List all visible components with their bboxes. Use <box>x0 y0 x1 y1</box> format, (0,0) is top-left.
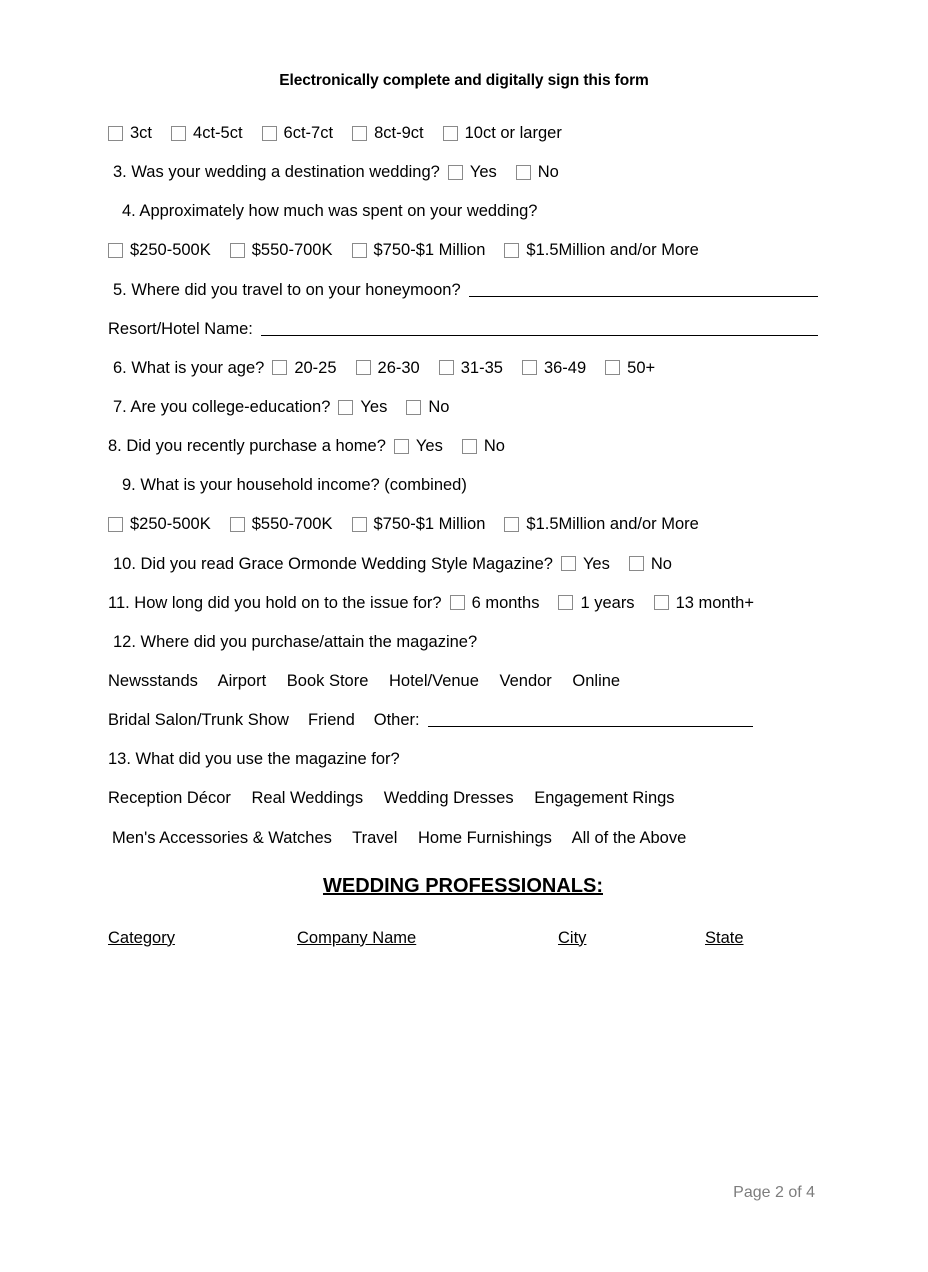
checkbox-q6-20-25[interactable] <box>272 360 287 375</box>
checkbox-q6-36-49[interactable] <box>522 360 537 375</box>
option-label-q4-1-5million-or-more: $1.5Million and/or More <box>526 241 699 260</box>
checkbox-q11-13-month-plus[interactable] <box>654 595 669 610</box>
column-header-category: Category <box>108 928 175 947</box>
checkbox-q8-no[interactable] <box>462 439 477 454</box>
option-book-store[interactable]: Book Store <box>286 671 369 690</box>
section-heading-wedding-professionals: WEDDING PROFESSIONALS: <box>322 874 603 897</box>
question-12-row <box>108 633 818 651</box>
option-label-4ct-5ct: 4ct-5ct <box>193 124 243 142</box>
option-engagement-rings[interactable]: Engagement Rings <box>534 789 675 808</box>
checkbox-q9-550-700k[interactable] <box>230 517 245 532</box>
option-hotel-venue[interactable]: Hotel/Venue <box>389 671 479 690</box>
question-4-row <box>108 202 818 220</box>
checkbox-q7-no[interactable] <box>406 400 421 415</box>
page-title: Electronically complete and digitally sign this form <box>279 72 649 89</box>
option-label-3ct: 3ct <box>130 124 153 142</box>
resort-hotel-input[interactable] <box>261 322 818 336</box>
checkbox-q4-250-500k[interactable] <box>108 243 123 258</box>
question-13-options-line1 <box>108 789 818 807</box>
checkbox-q3-yes[interactable] <box>448 165 463 180</box>
question-5-text: 5. Where did you travel to on your honeymoon? <box>113 280 461 299</box>
question-9-row <box>108 476 818 494</box>
option-label-q7-yes: Yes <box>360 397 388 416</box>
option-online[interactable]: Online <box>572 671 621 690</box>
checkbox-q4-1-5million-or-more[interactable] <box>504 243 519 258</box>
question-9-text: 9. What is your household income? (combined) <box>122 476 467 495</box>
other-label: Other: <box>373 711 420 730</box>
option-label-q4-250-500k: $250-500K <box>130 241 211 260</box>
option-home-furnishings[interactable]: Home Furnishings <box>418 828 552 847</box>
option-vendor[interactable]: Vendor <box>499 671 552 690</box>
option-label-q10-no: No <box>650 554 672 573</box>
option-label-q8-no: No <box>483 437 505 456</box>
question-8-row <box>108 437 818 455</box>
option-label-q9-550-700k: $550-700K <box>251 515 333 534</box>
question-11-text: 11. How long did you hold on to the issue for? <box>108 593 442 612</box>
question-3-row <box>108 163 818 181</box>
option-reception-decor[interactable]: Reception Décor <box>108 789 231 808</box>
question-8-text: 8. Did you recently purchase a home? <box>108 437 386 456</box>
resort-hotel-row <box>108 320 818 338</box>
option-friend[interactable]: Friend <box>307 711 355 730</box>
option-all-of-the-above[interactable]: All of the Above <box>571 828 687 847</box>
option-label-q11-1-years: 1 years <box>580 593 635 612</box>
document-page <box>0 72 928 1272</box>
resort-hotel-label: Resort/Hotel Name: <box>108 319 253 338</box>
question-10-row <box>108 555 818 573</box>
option-label-q9-250-500k: $250-500K <box>130 515 211 534</box>
question-12-options-line2 <box>108 711 818 729</box>
question-4-options-row <box>108 241 818 259</box>
option-label-q6-20-25: 20-25 <box>294 358 337 377</box>
question-13-text: 13. What did you use the magazine for? <box>108 750 400 769</box>
option-newsstands[interactable]: Newsstands <box>108 671 198 690</box>
option-label-q8-yes: Yes <box>415 437 443 456</box>
checkbox-q3-no[interactable] <box>516 165 531 180</box>
checkbox-q11-6-months[interactable] <box>450 595 465 610</box>
question-3-text: 3. Was your wedding a destination wedding? <box>113 163 440 182</box>
option-airport[interactable]: Airport <box>217 671 267 690</box>
checkbox-q9-1-5million-or-more[interactable] <box>504 517 519 532</box>
question-13-options-line2 <box>108 829 818 847</box>
checkbox-q4-550-700k[interactable] <box>230 243 245 258</box>
professionals-table-header <box>108 929 818 955</box>
option-label-8ct-9ct: 8ct-9ct <box>374 124 424 142</box>
option-label-q6-31-35: 31-35 <box>460 358 503 377</box>
honeymoon-destination-input[interactable] <box>469 283 818 297</box>
checkbox-4ct-5ct[interactable] <box>171 126 186 141</box>
checkbox-q4-750-1million[interactable] <box>352 243 367 258</box>
option-mens-accessories-watches[interactable]: Men's Accessories & Watches <box>112 828 332 847</box>
option-label-q11-13-month-plus: 13 month+ <box>675 593 754 612</box>
question-9-options-row <box>108 515 818 533</box>
checkbox-q6-31-35[interactable] <box>439 360 454 375</box>
column-header-city: City <box>558 928 587 947</box>
checkbox-8ct-9ct[interactable] <box>352 126 367 141</box>
option-wedding-dresses[interactable]: Wedding Dresses <box>383 789 514 808</box>
option-label-10ct-or-larger: 10ct or larger <box>464 124 562 142</box>
option-label-q3-yes: Yes <box>469 163 497 182</box>
option-label-q3-no: No <box>537 163 559 182</box>
option-label-q11-6-months: 6 months <box>471 593 540 612</box>
question-6-row <box>108 359 818 377</box>
option-label-q7-no: No <box>428 397 450 416</box>
option-bridal-salon-trunk-show[interactable]: Bridal Salon/Trunk Show <box>108 711 289 730</box>
option-label-q4-550-700k: $550-700K <box>251 241 333 260</box>
carat-options-row <box>108 124 818 142</box>
option-label-q10-yes: Yes <box>582 554 610 573</box>
checkbox-q7-yes[interactable] <box>338 400 353 415</box>
checkbox-q11-1-years[interactable] <box>558 595 573 610</box>
checkbox-q10-yes[interactable] <box>561 556 576 571</box>
option-real-weddings[interactable]: Real Weddings <box>251 789 364 808</box>
option-label-q4-750-1million: $750-$1 Million <box>373 241 486 260</box>
checkbox-q9-250-500k[interactable] <box>108 517 123 532</box>
checkbox-q9-750-1million[interactable] <box>352 517 367 532</box>
option-label-q9-1-5million-or-more: $1.5Million and/or More <box>526 515 699 534</box>
page-number: Page 2 of 4 <box>733 1184 815 1201</box>
question-12-text: 12. Where did you purchase/attain the magazine? <box>113 632 478 651</box>
question-7-text: 7. Are you college-education? <box>113 397 331 416</box>
checkbox-6ct-7ct[interactable] <box>262 126 277 141</box>
checkbox-q6-26-30[interactable] <box>356 360 371 375</box>
option-travel[interactable]: Travel <box>352 828 398 847</box>
question-11-row <box>108 594 818 612</box>
checkbox-q6-50plus[interactable] <box>605 360 620 375</box>
question-5-row <box>108 281 818 299</box>
option-label-6ct-7ct: 6ct-7ct <box>283 124 334 142</box>
question-12-options-line1 <box>108 672 818 690</box>
question-10-text: 10. Did you read Grace Ormonde Wedding Style Magazine? <box>113 554 553 573</box>
checkbox-10ct-or-larger[interactable] <box>443 126 458 141</box>
question-13-row <box>108 750 818 768</box>
option-label-q6-36-49: 36-49 <box>543 358 587 377</box>
checkbox-q8-yes[interactable] <box>394 439 409 454</box>
checkbox-q10-no[interactable] <box>629 556 644 571</box>
column-header-state: State <box>705 928 744 947</box>
question-7-row <box>108 398 818 416</box>
other-input[interactable] <box>428 713 753 727</box>
question-4-text: 4. Approximately how much was spent on your wedding? <box>122 202 538 221</box>
form-body <box>0 124 928 955</box>
checkbox-3ct[interactable] <box>108 126 123 141</box>
column-header-company-name: Company Name <box>297 928 417 947</box>
option-label-q6-26-30: 26-30 <box>377 358 420 377</box>
option-label-q6-50plus: 50+ <box>627 358 656 377</box>
question-6-text: 6. What is your age? <box>113 358 265 377</box>
option-label-q9-750-1million: $750-$1 Million <box>373 515 486 534</box>
